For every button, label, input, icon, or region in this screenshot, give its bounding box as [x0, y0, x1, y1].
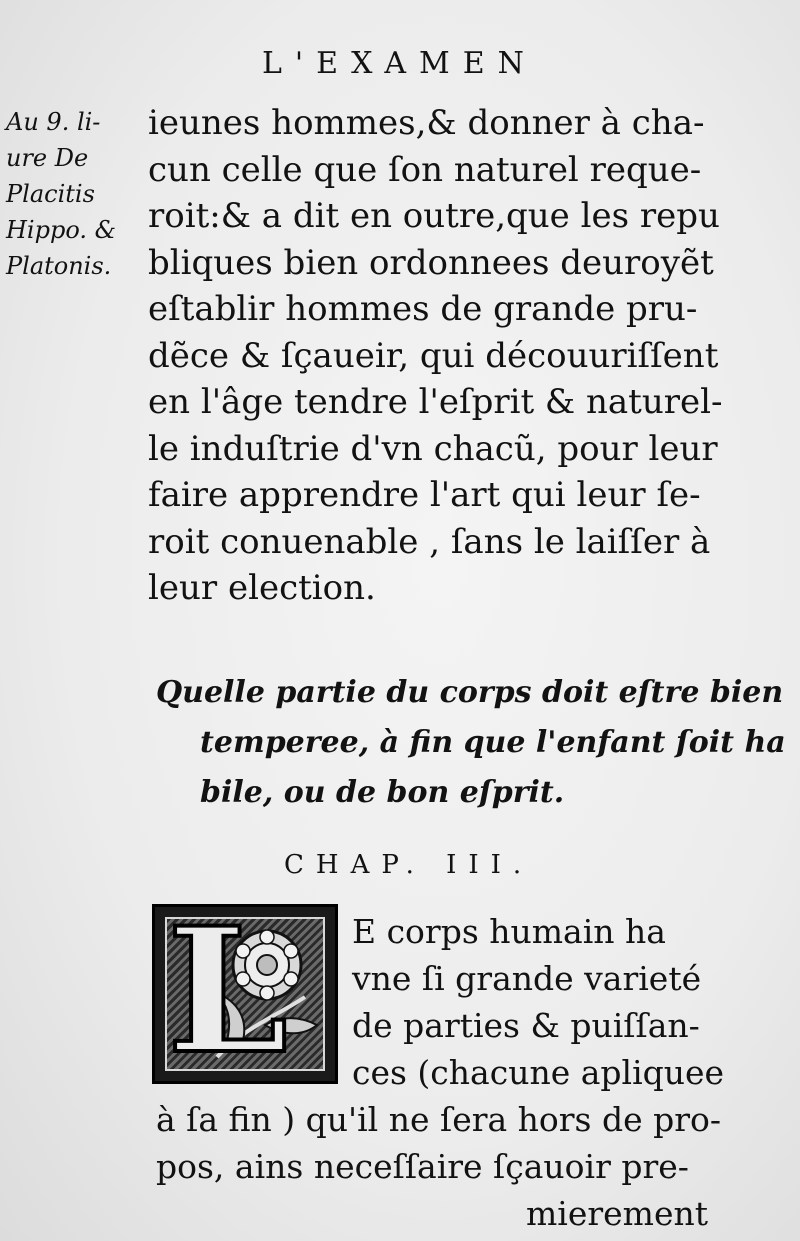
margin-note-line: Au 9. li- — [6, 108, 101, 136]
text-line: de parties & puiſſan- — [352, 1006, 700, 1045]
drop-cap-letter: L — [167, 889, 288, 1092]
text-line: dẽce & ſçaueir, qui découuriſſent — [148, 335, 719, 376]
text-line: eſtablir hommes de grande pru- — [148, 289, 698, 329]
heading-line: bile, ou de bon eſprit. — [200, 775, 565, 810]
text-line: mierement — [525, 1194, 708, 1233]
text-line: ieunes hommes,& donner à cha- — [148, 103, 705, 143]
margin-note-line: Hippo. & — [6, 216, 116, 244]
text-line: le induſtrie d'vn chacũ, pour leur — [148, 428, 718, 469]
text-line: ces (chacune apliquee — [352, 1053, 725, 1092]
chapter-title: CHAP. III. — [284, 850, 534, 880]
text-line: leur election. — [148, 568, 376, 608]
text-line: roit conuenable , ſans le laiſſer à — [148, 521, 711, 562]
margin-note-line: ure De — [6, 144, 89, 172]
text-line: faire apprendre l'art qui leur ſe- — [148, 475, 701, 515]
text-line: cun celle que ſon naturel reque- — [148, 149, 702, 190]
text-line: vne ſi grande varieté — [352, 959, 702, 998]
text-line: roit:& a dit en outre,que les repu — [148, 196, 720, 236]
margin-note-line: Platonis. — [6, 252, 112, 280]
heading-line: Quelle partie du corps doit eſtre bien — [156, 675, 784, 710]
text-line: à ſa fin ) qu'il ne ſera hors de pro- — [156, 1100, 722, 1139]
margin-note-line: Placitis — [6, 180, 95, 208]
running-head: L'EXAMEN — [262, 46, 537, 81]
text-line: E corps humain ha — [352, 912, 666, 951]
body-paragraph — [148, 100, 723, 612]
chapter-paragraph — [156, 908, 725, 1237]
text-line: en l'âge tendre l'eſprit & naturel- — [148, 382, 723, 422]
text-line: pos, ains neceſſaire ſçauoir pre- — [156, 1147, 689, 1186]
text-line: bliques bien ordonnees deuroyẽt — [148, 242, 714, 283]
chapter-summary-heading — [156, 668, 786, 818]
heading-line: temperee, à fin que l'enfant ſoit ha — [200, 725, 786, 760]
margin-note — [6, 104, 146, 284]
